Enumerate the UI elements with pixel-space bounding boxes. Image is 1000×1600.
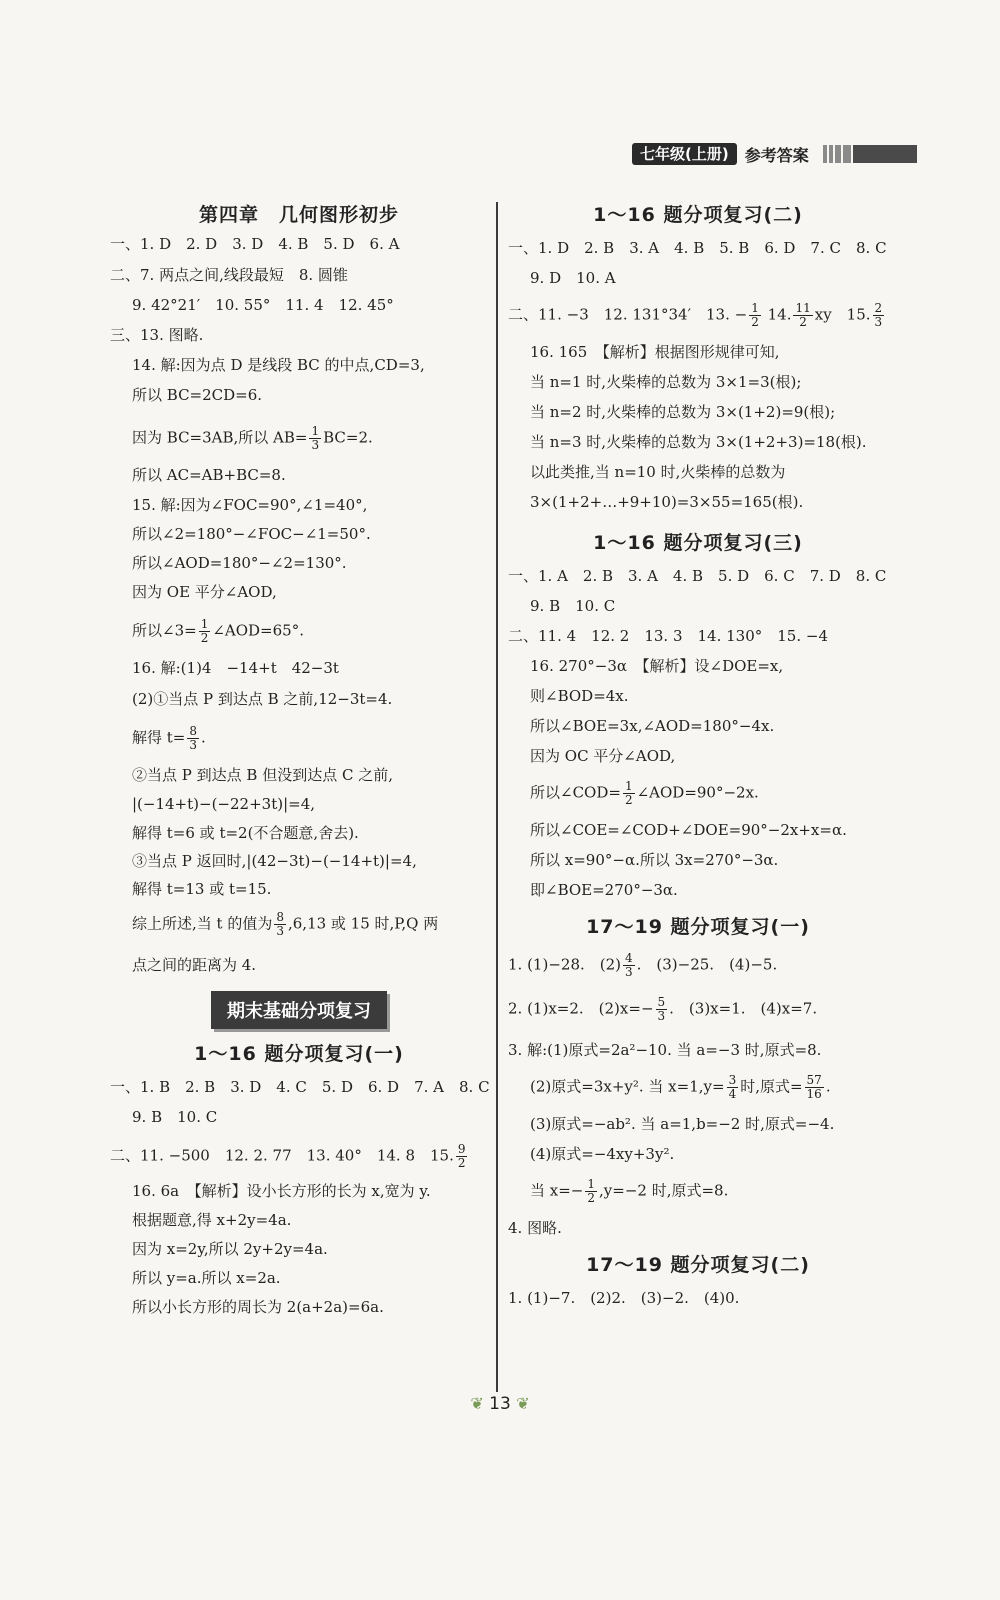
text-run: (2)原式=3x+y². 当 x=1,y= [530, 1077, 725, 1096]
answer-line: 一、1. B 2. B 3. D 4. C 5. D 6. D 7. A 8. C [110, 1078, 490, 1096]
fraction-denominator: 2 [587, 1191, 596, 1205]
fraction [656, 996, 668, 1023]
text-run: ∠AOD=65°. [212, 621, 304, 640]
answer-line [110, 1143, 488, 1181]
section-title: 1～16 题分项复习(三) [593, 532, 803, 554]
fraction-denominator: 3 [276, 924, 284, 938]
fraction [274, 911, 286, 938]
fraction-numerator: 5 [657, 995, 666, 1009]
answer-line: 则∠BOD=4x. [530, 687, 629, 705]
answer-line: 一、1. D 2. D 3. D 4. B 5. D 6. A [110, 235, 400, 253]
text-run: 当 x=− [530, 1181, 584, 1200]
fraction-denominator: 3 [625, 965, 633, 979]
header-decoration [823, 145, 917, 163]
answer-line: (2)①当点 P 到达点 B 之前,12−3t=4. [132, 690, 393, 708]
answer-line [508, 1178, 888, 1218]
answer-line: 16. 6a 【解析】设小长方形的长为 x,宽为 y. [132, 1182, 431, 1200]
fraction [749, 302, 761, 329]
answer-line [508, 952, 888, 996]
text-run: 所以∠COD= [530, 783, 621, 802]
fraction-numerator: 8 [276, 910, 284, 924]
text-run: BC=2. [323, 428, 373, 447]
text-run: 二、11. −500 12. 2. 77 13. 40° 14. 8 15. [110, 1146, 454, 1165]
fraction [623, 780, 635, 807]
fraction [805, 1074, 824, 1101]
answer-line: 14. 解:因为点 D 是线段 BC 的中点,CD=3, [132, 356, 425, 374]
text-run: ∠AOD=90°−2x. [636, 783, 759, 802]
answer-line: 9. B 10. C [132, 1108, 218, 1126]
answer-line: 所以∠BOE=3x,∠AOD=180°−4x. [530, 717, 775, 735]
answer-line: 一、1. A 2. B 3. A 4. B 5. D 6. C 7. D 8. C [508, 567, 887, 585]
fraction-denominator: 2 [799, 315, 807, 329]
answer-line: 所以小长方形的周长为 2(a+2a)=6a. [132, 1298, 384, 1316]
answer-line: 当 n=2 时,火柴棒的总数为 3×(1+2)=9(根); [530, 403, 836, 421]
fraction-numerator: 1 [751, 301, 759, 315]
text-run: . [201, 728, 206, 747]
fraction-numerator: 11 [795, 301, 811, 315]
answer-line: 二、11. 4 12. 2 13. 3 14. 130° 15. −4 [508, 627, 828, 645]
answer-line: ③当点 P 返回时,|(42−3t)−(−14+t)|=4, [132, 852, 417, 870]
answer-line: 因为 OC 平分∠AOD, [530, 747, 676, 765]
answer-line: 根据题意,得 x+2y=4a. [132, 1211, 292, 1229]
text-run: 综上所述,当 t 的值为 [132, 914, 273, 933]
fraction-numerator: 1 [200, 617, 209, 631]
page-header [632, 143, 917, 165]
answer-line: 所以 AC=AB+BC=8. [132, 466, 286, 484]
fraction [793, 302, 812, 329]
answer-line [110, 911, 488, 955]
answer-line [508, 780, 888, 820]
fraction-denominator: 4 [728, 1087, 737, 1101]
answer-line: 解得 t=6 或 t=2(不合题意,舍去). [132, 824, 359, 842]
answer-line: 解得 t=13 或 t=15. [132, 880, 272, 898]
text-run: ,6,13 或 15 时,P,Q 两 [287, 914, 439, 933]
text-run: 1. (1)−28. (2) [508, 955, 621, 974]
fraction-denominator: 2 [751, 315, 759, 329]
fraction [873, 302, 885, 329]
fraction-denominator: 2 [624, 793, 633, 807]
grade-badge: 七年级(上册) [632, 143, 737, 165]
text-run: 因为 BC=3AB,所以 AB= [132, 428, 308, 447]
section-title: 1～16 题分项复习(一) [194, 1043, 404, 1065]
fraction-denominator: 3 [311, 438, 320, 452]
left-column [110, 200, 488, 1326]
answer-line: 即∠BOE=270°−3α. [530, 881, 678, 899]
text-run: . [825, 1077, 831, 1096]
fraction-numerator: 1 [587, 1177, 596, 1191]
answer-line: 因为 x=2y,所以 2y+2y=4a. [132, 1240, 328, 1258]
answer-line [508, 1074, 888, 1114]
fraction-numerator: 3 [728, 1073, 737, 1087]
answer-line [110, 618, 488, 658]
answer-line: 点之间的距离为 4. [132, 956, 257, 974]
answer-line: 以此类推,当 n=10 时,火柴棒的总数为 [530, 463, 786, 481]
column-divider [496, 202, 498, 1392]
chapter-title: 第四章 几何图形初步 [198, 204, 399, 226]
answer-line: 3. 解:(1)原式=2a²−10. 当 a=−3 时,原式=8. [508, 1041, 822, 1059]
fraction-denominator: 2 [457, 1156, 466, 1170]
fraction-numerator: 9 [457, 1142, 466, 1156]
answer-line: 9. 42°21′ 10. 55° 11. 4 12. 45° [132, 296, 394, 314]
answer-line: 所以 y=a.所以 x=2a. [132, 1269, 281, 1287]
page-number [460, 1394, 540, 1414]
text-run: 时,原式= [740, 1077, 803, 1096]
answer-line: 当 n=3 时,火柴棒的总数为 3×(1+2+3)=18(根). [530, 433, 867, 451]
answer-line: |(−14+t)−(−22+3t)|=4, [132, 795, 316, 813]
fraction-numerator: 1 [311, 424, 320, 438]
text-run: . (3)−25. (4)−5. [636, 955, 778, 974]
text-run: 二、11. −3 12. 131°34′ 13. − [508, 305, 748, 324]
fraction [309, 425, 321, 452]
answer-line: 9. B 10. C [530, 597, 616, 615]
text-run: 所以∠3= [132, 621, 197, 640]
answer-line: 16. 解:(1)4 −14+t 42−3t [132, 659, 339, 677]
answer-line: 1. (1)−7. (2)2. (3)−2. (4)0. [508, 1289, 740, 1307]
answer-line: 所以∠COE=∠COD+∠DOE=90°−2x+x=α. [530, 821, 847, 839]
fraction [187, 725, 199, 752]
fraction [199, 618, 211, 645]
fraction [585, 1178, 597, 1205]
section-box-title: 期末基础分项复习 [211, 991, 387, 1029]
header-title: 参考答案 [744, 145, 809, 165]
fraction-numerator: 1 [624, 779, 633, 793]
answer-line [508, 996, 888, 1040]
section-title: 1～16 题分项复习(二) [593, 204, 803, 226]
fraction-denominator: 3 [874, 315, 883, 329]
answer-line: 三、13. 图略. [110, 326, 204, 344]
answer-line: 当 n=1 时,火柴棒的总数为 3×1=3(根); [530, 373, 802, 391]
text-run: xy 15. [814, 305, 871, 324]
text-run: . (3)x=1. (4)x=7. [669, 999, 818, 1018]
answer-line: 3×(1+2+…+9+10)=3×55=165(根). [530, 493, 804, 511]
answer-line [110, 725, 488, 765]
answer-line: 一、1. D 2. B 3. A 4. B 5. B 6. D 7. C 8. C [508, 239, 887, 257]
fraction-numerator: 2 [874, 301, 883, 315]
answer-line: 所以∠2=180°−∠FOC−∠1=50°. [132, 525, 371, 543]
fraction-denominator: 16 [806, 1087, 822, 1101]
answer-line: (3)原式=−ab². 当 a=1,b=−2 时,原式=−4. [530, 1115, 835, 1133]
fraction-numerator: 4 [625, 951, 633, 965]
answer-line: 所以 BC=2CD=6. [132, 386, 263, 404]
answer-line [508, 302, 888, 342]
answer-line: 因为 OE 平分∠AOD, [132, 583, 277, 601]
text-run: 14. [767, 305, 792, 324]
answer-line: 二、7. 两点之间,线段最短 8. 圆锥 [110, 266, 348, 284]
answer-line: 9. D 10. A [530, 269, 616, 287]
section-title: 17～19 题分项复习(二) [586, 1254, 810, 1276]
fraction-denominator: 3 [657, 1009, 666, 1023]
fraction-denominator: 2 [200, 631, 209, 645]
answer-line [110, 425, 488, 465]
text-run: 解得 t= [132, 728, 186, 747]
fraction-numerator: 57 [806, 1073, 822, 1087]
answer-line: 所以∠AOD=180°−∠2=130°. [132, 554, 347, 572]
answer-line: 16. 165 【解析】根据图形规律可知, [530, 343, 780, 361]
fraction [623, 952, 635, 979]
page-number-text: 13 [489, 1394, 511, 1414]
text-run: 2. (1)x=2. (2)x=− [508, 999, 654, 1018]
answer-line: ②当点 P 到达点 B 但没到达点 C 之前, [132, 766, 393, 784]
box-title-wrap [110, 991, 488, 1039]
leaf-icon: ❦ [470, 1394, 484, 1413]
fraction-numerator: 8 [189, 724, 198, 738]
text-run: ,y=−2 时,原式=8. [599, 1181, 729, 1200]
fraction [456, 1143, 468, 1170]
answer-line: 16. 270°−3α 【解析】设∠DOE=x, [530, 657, 784, 675]
answer-line: 15. 解:因为∠FOC=90°,∠1=40°, [132, 496, 368, 514]
leaf-icon: ❦ [516, 1394, 530, 1413]
answer-line: (4)原式=−4xy+3y². [530, 1145, 675, 1163]
section-title: 17～19 题分项复习(一) [586, 916, 810, 938]
fraction [727, 1074, 739, 1101]
answer-line: 所以 x=90°−α.所以 3x=270°−3α. [530, 851, 779, 869]
fraction-denominator: 3 [189, 738, 198, 752]
answer-line: 4. 图略. [508, 1219, 562, 1237]
right-column [508, 200, 888, 1318]
